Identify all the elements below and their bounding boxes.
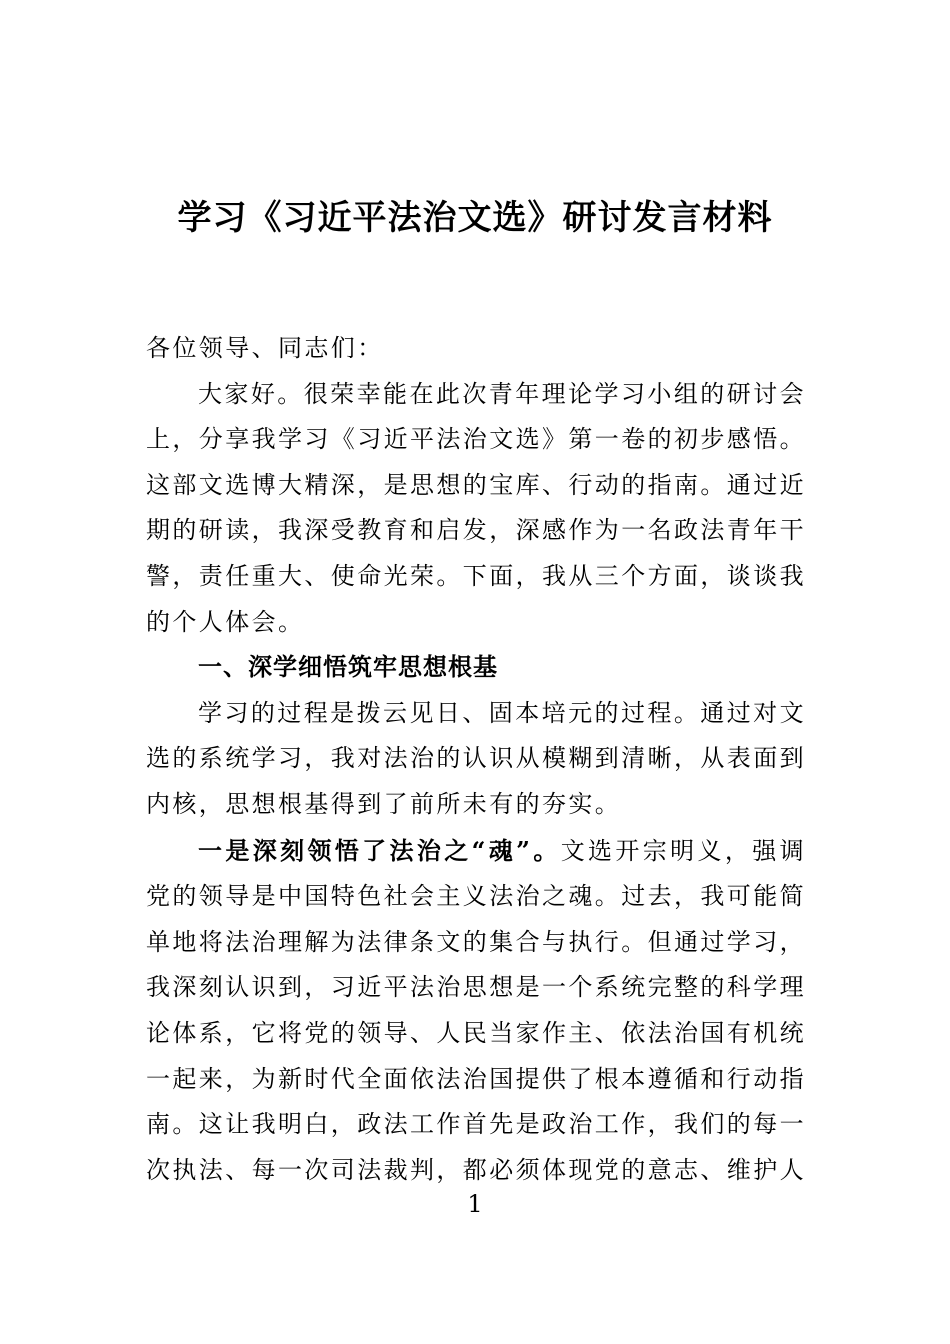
page-title: 学习《习近平法治文选》研讨发言材料 <box>177 198 773 238</box>
point-text: 文选开宗明义，强调党的领导是中国特色社会主义法治之魂。过去，我可能简单地将法治理解为法律条文的集合与执行。但通过学习，我深刻认识到，习近平法治思想是一个系统完整的科学理论体系，它将党的领导、人民当家作主、依法治国有机统一起来，为新时代全面依法治国提供了根本遵循和行动指南。这让我明白，政法工作首先是政治工作，我们的每一次执法、每一次司法裁判，都必须体现党的意志、维护人 <box>146 836 806 1184</box>
salutation: 各位领导、同志们： <box>146 334 384 362</box>
point-lead: 一是深刻领悟了法治之“魂”。 <box>198 835 561 865</box>
document-body <box>146 326 806 1193</box>
section-paragraph: 学习的过程是拨云见日、固本培元的过程。通过对文选的系统学习，我对法治的认识从模糊到清晰，从表面到内核，思想根基得到了前所未有的夯实。 <box>146 698 806 818</box>
intro-paragraph: 大家好。很荣幸能在此次青年理论学习小组的研讨会上，分享我学习《习近平法治文选》第一卷的初步感悟。这部文选博大精深，是思想的宝库、行动的指南。通过近期的研读，我深受教育和启发，深感作为一名政法青年干警，责任重大、使命光荣。下面，我从三个方面，谈谈我的个人体会。 <box>146 379 806 636</box>
page-number: 1 <box>467 1190 483 1218</box>
point-paragraph <box>146 828 806 1194</box>
section-heading: 一、深学细悟筑牢思想根基 <box>198 653 498 682</box>
